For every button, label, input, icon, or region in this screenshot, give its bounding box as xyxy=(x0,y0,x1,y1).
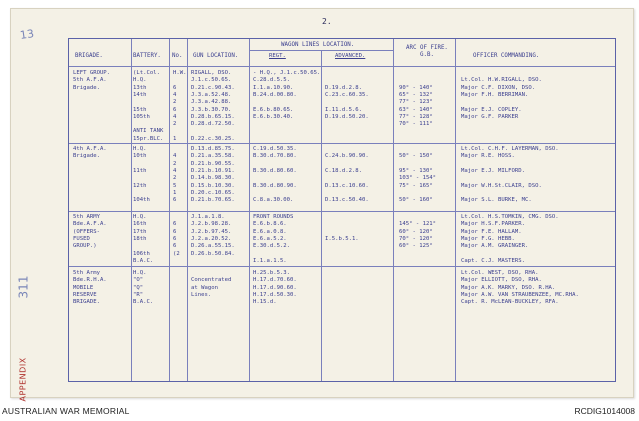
cell-arc: 70° - 111° xyxy=(399,121,433,128)
cell-arc: 60° - 125° xyxy=(399,243,433,250)
cell-officer: Major W.H.St.CLAIR, DSO. xyxy=(461,182,542,189)
cell-regt: E.6.b.30.40. xyxy=(253,113,294,120)
cell-battery: H.Q. xyxy=(133,270,147,276)
cell-officer: Major F.G. HEBB. xyxy=(461,235,515,242)
cell-officer: Capt. C.J. MASTERS. xyxy=(461,257,525,264)
cell-brigade: (OFFERS- xyxy=(73,228,100,235)
page-number: 2. xyxy=(322,17,332,26)
cell-battery: 13th xyxy=(133,84,147,91)
table-row xyxy=(69,136,615,143)
cell-brigade: Bde.A.F.A. xyxy=(73,221,107,228)
table-row xyxy=(69,175,615,182)
cell-battery: 12th xyxy=(133,182,147,189)
cell-battery: "Q" xyxy=(133,284,144,291)
cell-gun: J.3.a.42.88. xyxy=(191,99,232,106)
cell-adv: C.24.b.90.90. xyxy=(325,153,369,160)
cell-no: 6 xyxy=(173,106,177,113)
table-row xyxy=(69,99,615,106)
cell-gun: at Wagon xyxy=(191,284,218,291)
cell-adv: D.19.d.50.20. xyxy=(325,113,369,120)
cell-no: 2 xyxy=(173,160,177,167)
cell-battery: (Lt.Col. xyxy=(133,70,160,76)
cell-regt: B.30.d.70.80. xyxy=(253,153,297,160)
cell-officer: Major S.L. BURKE, MC. xyxy=(461,197,532,204)
cell-no: 2 xyxy=(173,121,177,128)
cell-battery: 15pr.BLC. xyxy=(133,135,164,142)
cell-gun: D.22.c.30.25. xyxy=(191,135,235,142)
cell-regt: H.17.d.70.60. xyxy=(253,277,297,284)
cell-regt: FRONT ROUNDS xyxy=(253,214,294,220)
cell-adv: D.19.d.2.8. xyxy=(325,84,363,91)
cell-brigade: GROUP.) xyxy=(73,243,97,250)
cell-battery: 11th xyxy=(133,167,147,174)
table-row xyxy=(69,197,615,204)
cell-battery: 105th xyxy=(133,113,150,120)
cell-no: 5 xyxy=(173,182,177,189)
cell-regt: B.24.d.00.80. xyxy=(253,91,297,98)
table-row xyxy=(69,70,615,77)
cell-arc: 95° - 130° xyxy=(399,167,433,174)
cell-arc: 145° - 121° xyxy=(399,221,437,228)
cell-gun: Lines. xyxy=(191,291,212,298)
cell-brigade: Brigade. xyxy=(73,153,100,160)
cell-officer: Capt. R. McLEAN-BUCKLEY, RFA. xyxy=(461,299,559,306)
cell-gun: D.28.d.72.50. xyxy=(191,121,235,128)
cell-regt: C.28.d.5.5. xyxy=(253,77,291,84)
cell-arc: 65° - 132° xyxy=(399,91,433,98)
cell-arc: 77° - 123° xyxy=(399,99,433,106)
cell-adv: D.13.c.50.40. xyxy=(325,197,369,204)
cell-gun: D.26.b.50.84. xyxy=(191,250,235,257)
header-subdivider xyxy=(249,50,393,51)
cell-no: H.W. xyxy=(173,70,187,76)
cell-officer: Lt.Col. C.H.F. LAYERMAN, DSO. xyxy=(461,146,559,152)
cell-regt: C.8.a.30.00. xyxy=(253,197,294,204)
cell-officer: Major F.H. BERRIMAN. xyxy=(461,91,529,98)
cell-arc: 63° - 140° xyxy=(399,106,433,113)
cell-gun: RIGALL, DSO. xyxy=(191,70,232,76)
table-row xyxy=(69,128,615,135)
table-row xyxy=(69,190,615,197)
cell-gun: J.3.b.30.70. xyxy=(191,106,232,113)
cell-battery: 10th xyxy=(133,153,147,160)
cell-regt: E.30.d.5.2. xyxy=(253,243,291,250)
cell-officer: Lt.Col. H.S.TOMKIN, CMG. DSO. xyxy=(461,214,559,220)
header-arc-of-fire: ARC OF FIRE. G.B. xyxy=(406,45,448,58)
cell-battery: 104th xyxy=(133,197,150,204)
table-row xyxy=(69,85,615,92)
cell-regt: I.1.a.1.5. xyxy=(253,257,287,264)
cell-gun: D.21.c.90.43. xyxy=(191,84,235,91)
cell-officer: Major G.F. PARKER xyxy=(461,113,519,120)
table-row xyxy=(69,121,615,128)
cell-no: 4 xyxy=(173,113,177,120)
cell-no: (2 xyxy=(173,250,180,257)
section-divider xyxy=(69,143,615,144)
table-row xyxy=(69,236,615,243)
cell-officer: Major ELLIOTT, DSO, RHA. xyxy=(461,277,542,284)
section-divider xyxy=(69,266,615,267)
cell-regt: I.1.a.10.90. xyxy=(253,84,294,91)
cell-regt: H.17.d.50.30. xyxy=(253,291,297,298)
table-row xyxy=(69,258,615,265)
cell-gun: J.3.a.52.48. xyxy=(191,91,232,98)
cell-gun: D.15.b.10.30. xyxy=(191,182,235,189)
cell-no: 4 xyxy=(173,167,177,174)
cell-gun: J.2.b.97.45. xyxy=(191,228,232,235)
cell-arc: 90° - 140° xyxy=(399,84,433,91)
cell-gun: D.14.b.98.30. xyxy=(191,175,235,182)
cell-officer: Lt.Col. H.W.RIGALL, DSO. xyxy=(461,77,542,84)
cell-brigade: 5th ARMY xyxy=(73,214,100,220)
cell-brigade: RESERVE xyxy=(73,291,97,298)
header-wagon-lines: WAGON LINES LOCATION. xyxy=(281,42,355,48)
table-row xyxy=(69,114,615,121)
table-row xyxy=(69,229,615,236)
table-row xyxy=(69,161,615,168)
cell-adv: D.13.c.10.60. xyxy=(325,182,369,189)
table-row xyxy=(69,299,615,306)
cell-regt: E.6.a.5.2. xyxy=(253,235,287,242)
cell-officer: Major A.M. GRAINGER. xyxy=(461,243,529,250)
cell-battery: B.A.C. xyxy=(133,257,154,264)
cell-officer: Major A.K. MARKY, DSO. R.HA. xyxy=(461,284,556,291)
cell-no: 2 xyxy=(173,99,177,106)
section-divider xyxy=(69,211,615,212)
table-row xyxy=(69,292,615,299)
table-row xyxy=(69,243,615,250)
cell-no: 6 xyxy=(173,228,177,235)
cell-battery: H.Q. xyxy=(133,77,147,84)
cell-gun: D.21.a.35.58. xyxy=(191,153,235,160)
table-row xyxy=(69,221,615,228)
institution-credit: AUSTRALIAN WAR MEMORIAL xyxy=(2,406,130,416)
cell-no: 2 xyxy=(173,175,177,182)
cell-brigade: 5th A.F.A. xyxy=(73,77,107,84)
cell-gun: D.26.a.55.15. xyxy=(191,243,235,250)
cell-no: 4 xyxy=(173,91,177,98)
header-no: No. xyxy=(172,53,183,59)
table-row xyxy=(69,214,615,221)
table-row xyxy=(69,107,615,114)
header-wagon-regt: REGT. xyxy=(269,53,286,59)
cell-gun: Concentrated xyxy=(191,277,232,284)
cell-no: 6 xyxy=(173,235,177,242)
cell-officer: Major F.E. HALLAM. xyxy=(461,228,522,235)
cell-no: 1 xyxy=(173,189,177,196)
cell-officer: Major H.S.F.PARKER. xyxy=(461,221,525,228)
cell-officer: Major A.W. VAN STRAUBENZEE, MC.RHA. xyxy=(461,291,579,298)
table-row xyxy=(69,146,615,153)
cell-no: 6 xyxy=(173,221,177,228)
cell-adv: I.5.b.5.1. xyxy=(325,235,359,242)
cell-gun: J.2.a.20.52. xyxy=(191,235,232,242)
cell-brigade: FUSED xyxy=(73,235,90,242)
header-officer-commanding: OFFICER COMMANDING. xyxy=(473,53,540,59)
cell-regt: - H.Q., J.1.c.50.65. xyxy=(253,70,321,76)
cell-officer: Major C.F. DIXON, DSO. xyxy=(461,84,536,91)
cell-officer: Major E.J. COPLEY. xyxy=(461,106,522,113)
cell-regt: B.30.d.80.90. xyxy=(253,182,297,189)
appendix-stamp: APPENDIX xyxy=(18,357,28,402)
table-row xyxy=(69,77,615,84)
cell-arc: 50° - 150° xyxy=(399,153,433,160)
cell-battery: 106th xyxy=(133,250,150,257)
artillery-location-table xyxy=(68,38,616,382)
cell-gun: D.21.b.10.91. xyxy=(191,167,235,174)
cell-arc: 103° - 154° xyxy=(399,175,437,182)
cell-adv: I.11.d.5.6. xyxy=(325,106,363,113)
cell-regt: C.19.d.50.35. xyxy=(253,146,297,152)
cell-battery: "R" xyxy=(133,291,144,298)
cell-battery: B.A.C. xyxy=(133,299,154,306)
side-handwritten-number: 311 xyxy=(16,275,31,299)
cell-gun: D.20.c.10.65. xyxy=(191,189,235,196)
cell-regt: H.25.b.5.3. xyxy=(253,270,291,276)
table-row xyxy=(69,168,615,175)
cell-gun: D.28.b.65.15. xyxy=(191,113,235,120)
cell-brigade: Bde.R.H.A. xyxy=(73,277,107,284)
table-row xyxy=(69,153,615,160)
cell-brigade: BRIGADE. xyxy=(73,299,100,306)
cell-regt: H.15.d. xyxy=(253,299,277,306)
cell-battery: ANTI TANK xyxy=(133,128,164,135)
cell-brigade: LEFT GROUP. xyxy=(73,70,111,76)
cell-gun: J.1.a.1.8. xyxy=(191,214,225,220)
header-gun-location: GUN LOCATION. xyxy=(193,53,239,59)
cell-regt: H.17.d.90.60. xyxy=(253,284,297,291)
corner-annotation: 13 xyxy=(19,27,35,42)
table-row xyxy=(69,92,615,99)
cell-battery: H.Q. xyxy=(133,214,147,220)
cell-battery: H.Q. xyxy=(133,146,147,152)
cell-officer: Lt.Col. WEST, DSO, RHA. xyxy=(461,270,539,276)
cell-arc: 70° - 120° xyxy=(399,235,433,242)
cell-battery: 18th xyxy=(133,235,147,242)
cell-regt: E.6.b.8.6. xyxy=(253,221,287,228)
cell-brigade: 5th Army xyxy=(73,270,100,276)
cell-arc: 50° - 160° xyxy=(399,197,433,204)
cell-no: 4 xyxy=(173,153,177,160)
header-divider xyxy=(69,66,615,67)
table-row xyxy=(69,285,615,292)
cell-no: 6 xyxy=(173,84,177,91)
header-wagon-advanced: ADVANCED. xyxy=(335,53,366,59)
table-row xyxy=(69,251,615,258)
cell-no: 1 xyxy=(173,135,177,142)
table-row xyxy=(69,183,615,190)
cell-arc: 75° - 165° xyxy=(399,182,433,189)
cell-arc: 77° - 128° xyxy=(399,113,433,120)
cell-regt: E.6.a.0.8. xyxy=(253,228,287,235)
cell-brigade: MOBILE xyxy=(73,284,94,291)
cell-no: 6 xyxy=(173,197,177,204)
cell-gun: J.1.c.50.65. xyxy=(191,77,232,84)
cell-gun: D.13.d.85.75. xyxy=(191,146,235,152)
cell-battery: 14th xyxy=(133,91,147,98)
cell-battery: 17th xyxy=(133,228,147,235)
header-battery: BATTERY. xyxy=(133,53,161,59)
cell-battery: 16th xyxy=(133,221,147,228)
table-row xyxy=(69,277,615,284)
cell-gun: D.21.b.70.65. xyxy=(191,197,235,204)
cell-gun: J.2.b.98.28. xyxy=(191,221,232,228)
cell-regt: B.30.d.80.60. xyxy=(253,167,297,174)
table-row xyxy=(69,270,615,277)
cell-officer: Major E.J. MILFORD. xyxy=(461,167,525,174)
cell-adv: C.18.d.2.8. xyxy=(325,167,363,174)
cell-battery: 15th xyxy=(133,106,147,113)
cell-regt: E.6.b.80.65. xyxy=(253,106,294,113)
cell-brigade: 4th A.F.A. xyxy=(73,146,107,152)
cell-arc: 60° - 120° xyxy=(399,228,433,235)
cell-battery: "O" xyxy=(133,277,144,284)
cell-brigade: Brigade. xyxy=(73,84,100,91)
cell-adv: C.23.c.60.35. xyxy=(325,91,369,98)
side-stamp-area xyxy=(8,275,38,402)
cell-officer: Major R.E. HOSS. xyxy=(461,153,515,160)
header-brigade: BRIGADE. xyxy=(75,53,103,59)
cell-no: 6 xyxy=(173,243,177,250)
record-reference: RCDIG1014008 xyxy=(574,406,635,416)
cell-gun: D.21.b.90.55. xyxy=(191,160,235,167)
